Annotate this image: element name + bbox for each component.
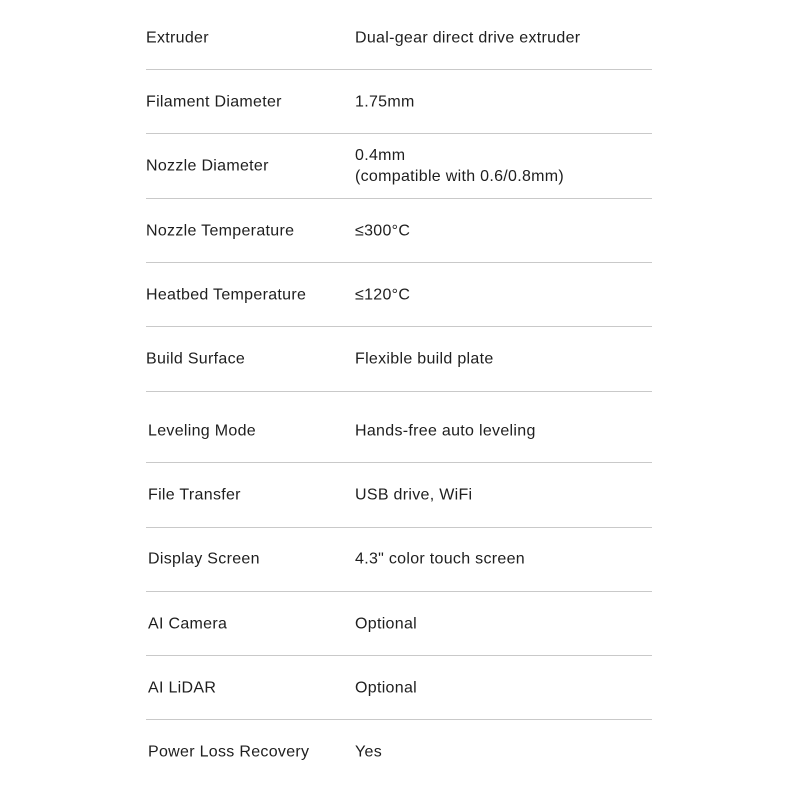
spec-value-heatbed-temperature: [355, 285, 410, 306]
spec-value-line: Optional: [355, 679, 417, 697]
spec-label-display-screen: Display Screen: [148, 550, 260, 568]
row-divider: [146, 527, 652, 528]
spec-value-file-transfer: [355, 485, 472, 506]
spec-label-nozzle-diameter: Nozzle Diameter: [146, 157, 269, 175]
spec-value-power-loss-recovery: [355, 742, 382, 763]
spec-label-nozzle-temperature: Nozzle Temperature: [146, 222, 295, 240]
row-divider: [146, 719, 652, 720]
spec-value-line: Yes: [355, 743, 383, 761]
row-divider: [146, 69, 652, 70]
spec-value-ai-lidar: [355, 678, 417, 699]
spec-value-line: Optional: [355, 615, 417, 633]
spec-label-power-loss-recovery: Power Loss Recovery: [148, 743, 310, 761]
spec-value-filament-diameter: [355, 92, 415, 113]
spec-label-filament-diameter: Filament Diameter: [146, 93, 282, 111]
row-divider: [146, 391, 652, 392]
spec-label-ai-lidar: AI LiDAR: [148, 679, 217, 697]
spec-value-line: 1.75mm: [355, 93, 415, 111]
spec-value-line: 4.3" color touch screen: [355, 550, 526, 568]
spec-label-leveling-mode: Leveling Mode: [148, 422, 256, 440]
row-divider: [146, 133, 652, 134]
spec-value-line: USB drive, WiFi: [355, 486, 473, 504]
row-divider: [146, 326, 652, 327]
spec-value-ai-camera: [355, 614, 417, 635]
spec-value-line: ≤120°C: [355, 286, 411, 304]
spec-value-line: 0.4mm: [355, 147, 406, 164]
spec-value-display-screen: [355, 549, 525, 570]
spec-value-line: Dual-gear direct drive extruder: [355, 29, 581, 47]
row-divider: [146, 655, 652, 656]
spec-label-heatbed-temperature: Heatbed Temperature: [146, 286, 307, 304]
spec-label-extruder: Extruder: [146, 29, 209, 47]
row-divider: [146, 462, 652, 463]
row-divider: [146, 591, 652, 592]
spec-value-extruder: [355, 28, 580, 49]
spec-value-line: Hands-free auto leveling: [355, 422, 536, 440]
row-divider: [146, 198, 652, 199]
spec-label-ai-camera: AI Camera: [148, 615, 228, 633]
row-divider: [146, 262, 652, 263]
spec-value-build-surface: [355, 349, 494, 370]
spec-value-nozzle-diameter: [355, 145, 564, 187]
spec-value-leveling-mode: [355, 421, 536, 442]
spec-label-file-transfer: File Transfer: [148, 486, 241, 504]
spec-label-build-surface: Build Surface: [146, 350, 246, 368]
spec-value-line: (compatible with 0.6/0.8mm): [355, 168, 565, 185]
spec-value-line: Flexible build plate: [355, 350, 494, 368]
spec-value-nozzle-temperature: [355, 221, 410, 242]
spec-value-line: ≤300°C: [355, 222, 411, 240]
